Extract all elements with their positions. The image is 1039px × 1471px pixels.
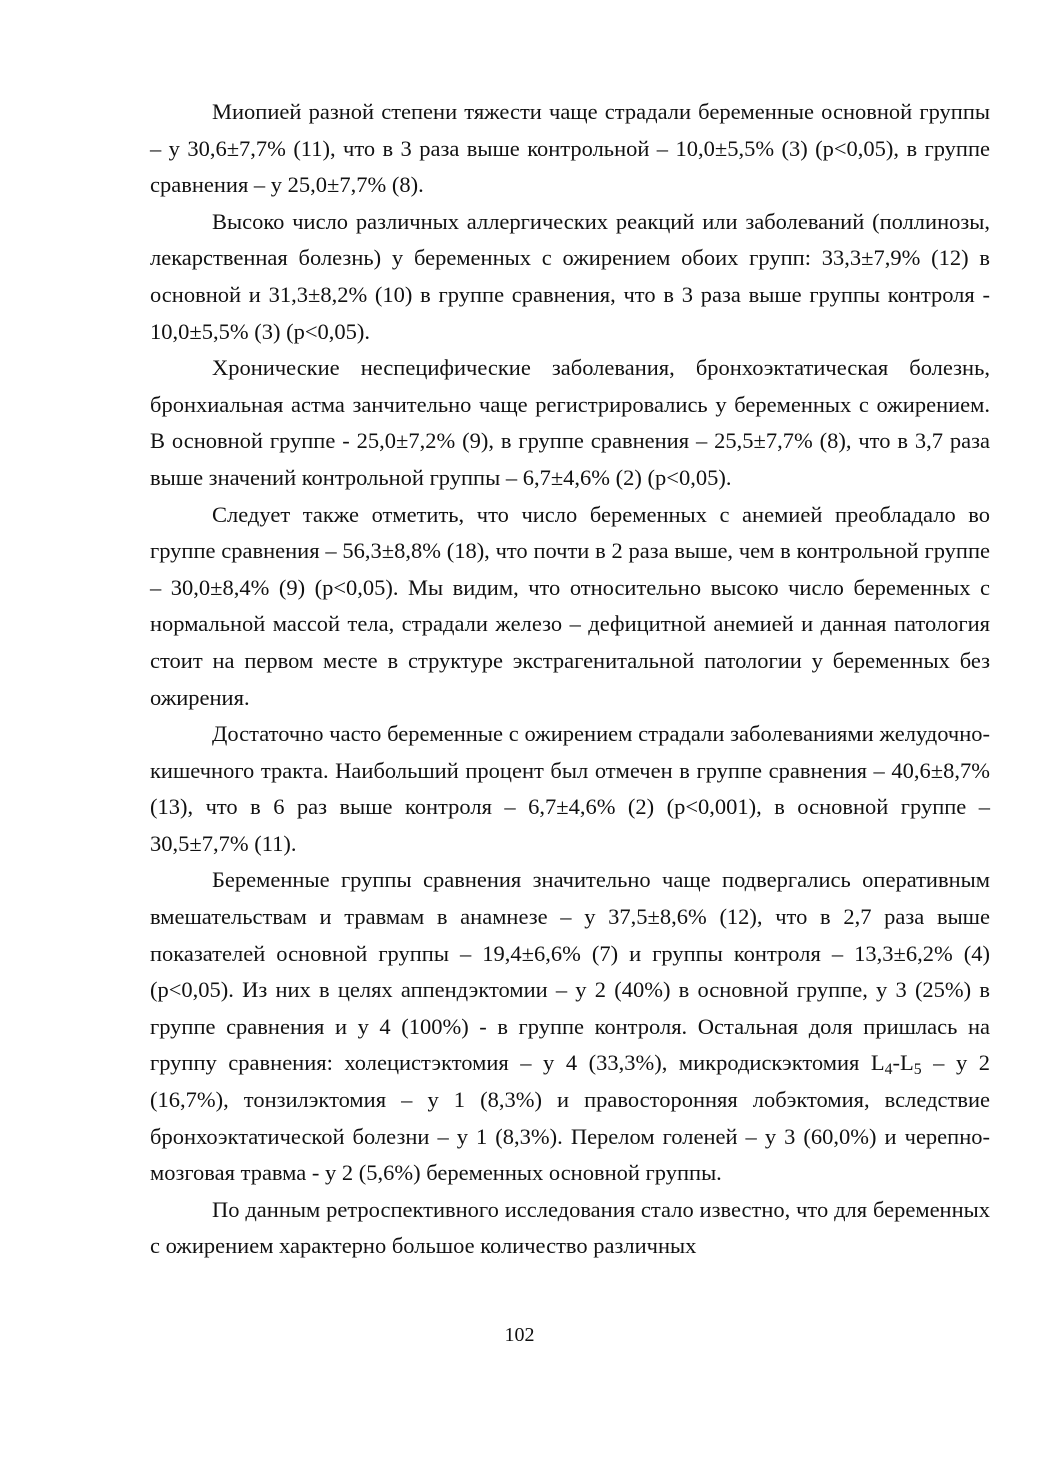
paragraph-chronic-diseases: Хронические неспецифические заболевания, бронхоэктатическая болезнь, бронхиальная астма занчительно чаще регистрировались у беременных с ожирением. В основной группе - 25,0±7,2% (9), в группе сравнения – 25,5±7,7% (8), что в 3,7 раза выше значений контрольной группы – 6,7±4,6% (2) (p<0,05). <box>150 355 990 490</box>
subscript-l5: 5 <box>913 1061 922 1079</box>
paragraph-gastrointestinal: Достаточно часто беременные с ожирением страдали заболеваниями желудочно-кишечного тракта. Наибольший процент был отмечен в группе сравнения – 40,6±8,7% (13), что в 6 раз выше контроля – 6,7±4,6% (2) (p<0,001), в основной группе – 30,5±7,7% (11). <box>150 721 990 856</box>
surgery-text-part1: Беременные группы сравнения значительно чаще подвергались оперативным вмешательствам и травмам в анамнезе – у 37,5±8,6% (12), что в 2,7 раза выше показателей основной группы – 19,4±6,6% (7) и группы контроля – 13,3±6,2% (4) (p<0,05). Из них в целях аппендэктомии – у 2 (40%) в основной группе, у 3 (25%) в группе сравнения и у 4 (100%) - в группе контроля. Остальная доля пришлась на группу сравнения: холецистэктомия – у 4 (33,3%), микродискэктомия L <box>150 867 990 1076</box>
subscript-l4: 4 <box>884 1061 893 1079</box>
surgery-text-dash-l: -L <box>892 1050 914 1076</box>
paragraph-retrospective: По данным ретроспективного исследования стало известно, что для беременных с ожирением характерно большое количество различных <box>150 1196 990 1259</box>
paragraph-surgery <box>150 862 990 1191</box>
paragraph-myopia: Миопией разной степени тяжести чаще страдали беременные основной группы – у 30,6±7,7% (11), что в 3 раза выше контрольной – 10,0±5,5% (3) (p<0,05), в группе сравнения – у 25,0±7,7% (8). <box>150 99 990 198</box>
surgery-text-part2: – у 2 (16,7%), тонзилэктомия – у 1 (8,3%) и правосторонняя лобэктомия, вследствие бронхоэктатической болезни – у 1 (8,3%). Перелом голеней – у 3 (60,0%) и черепно-мозговая травма - у 2 (5,6%) беременных основной группы. <box>150 1050 990 1186</box>
paragraph-anemia: Следует также отметить, что число беременных с анемией преобладало во группе сравнения – 56,3±8,8% (18), что почти в 2 раза выше, чем в контрольной группе – 30,0±8,4% (9) (p<0,05). Мы видим, что относительно высоко число беременных с нормальной массой тела, страдали железо – дефицитной анемией и данная патология стоит на первом месте в структуре экстрагенитальной патологии у беременных без ожирения. <box>150 501 990 710</box>
page-body <box>150 94 990 1265</box>
page-number: 102 <box>504 1324 535 1346</box>
paragraph-allergy: Высоко число различных аллергических реакций или заболеваний (поллинозы, лекарственная болезнь) у беременных с ожирением обоих групп: 33,3±7,9% (12) в основной и 31,3±8,2% (10) в группе сравнения, что в 3 раза выше группы контроля - 10,0±5,5% (3) (p<0,05). <box>150 208 990 344</box>
